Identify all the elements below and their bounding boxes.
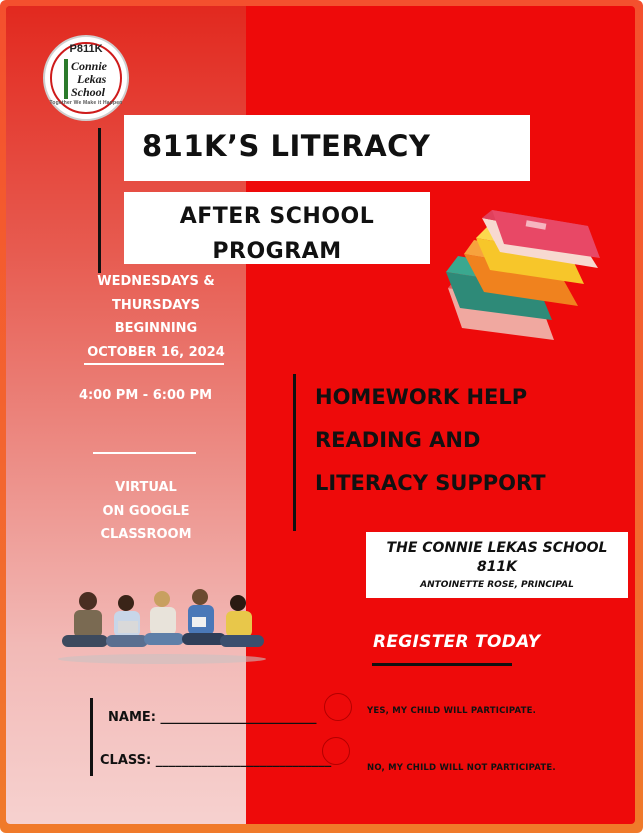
service-reading: READING AND (315, 428, 481, 452)
logo-name-line3: School (71, 85, 106, 99)
program-subtitle-line1: AFTER SCHOOL (179, 204, 375, 229)
name-field[interactable]: NAME: ________________________ (108, 710, 317, 725)
participate-no-checkbox[interactable] (322, 737, 350, 765)
flyer-body (6, 6, 635, 824)
school-code: 811K (476, 559, 518, 575)
schedule-line3: BEGINNING (114, 321, 198, 336)
title-box (124, 115, 530, 181)
location-line3: CLASSROOM (100, 527, 192, 542)
school-name: THE CONNIE LEKAS SCHOOL (386, 540, 608, 556)
accent-line-left (98, 128, 101, 273)
register-today-label: REGISTER TODAY (373, 632, 541, 652)
schedule-line1: WEDNESDAYS & (97, 274, 215, 289)
accent-line-right (293, 374, 296, 531)
divider-line (84, 363, 224, 365)
class-field[interactable]: CLASS: ___________________________ (100, 753, 332, 768)
location-text (66, 476, 226, 547)
service-literacy-support: LITERACY SUPPORT (315, 471, 546, 495)
schedule-start-date: OCTOBER 16, 2024 (87, 344, 225, 360)
logo-motto: Together We Make it Happen (49, 100, 123, 106)
logo-name-line1: Connie (71, 59, 108, 73)
participate-no-label: NO, MY CHILD WILL NOT PARTICIPATE. (367, 763, 556, 773)
logo-top-text: P811K (69, 43, 103, 55)
location-line2: ON GOOGLE (102, 503, 190, 519)
school-info-box (366, 532, 628, 598)
program-subtitle-line2: PROGRAM (212, 239, 342, 264)
school-principal: ANTOINETTE ROSE, PRINCIPAL (420, 580, 574, 590)
form-accent-line (90, 698, 93, 776)
books-illustration (442, 210, 602, 356)
schedule-time: 4:00 PM - 6:00 PM (78, 388, 213, 403)
schedule-text (66, 270, 246, 364)
students-photo (54, 579, 269, 665)
schedule-line2: THURSDAYS (111, 297, 201, 313)
logo-name-line2: Lekas (77, 72, 107, 86)
register-underline (372, 663, 512, 666)
divider-line (93, 452, 196, 454)
logo-letter-accent (64, 59, 68, 99)
location-line1: VIRTUAL (115, 480, 177, 495)
school-logo (43, 35, 129, 121)
service-homework-help: HOMEWORK HELP (315, 385, 528, 409)
subtitle-box (124, 192, 430, 264)
participate-yes-label: YES, MY CHILD WILL PARTICIPATE. (367, 706, 537, 716)
participate-yes-checkbox[interactable] (324, 693, 352, 721)
program-title: 811K’S LITERACY (142, 129, 431, 163)
services-list (315, 376, 546, 505)
